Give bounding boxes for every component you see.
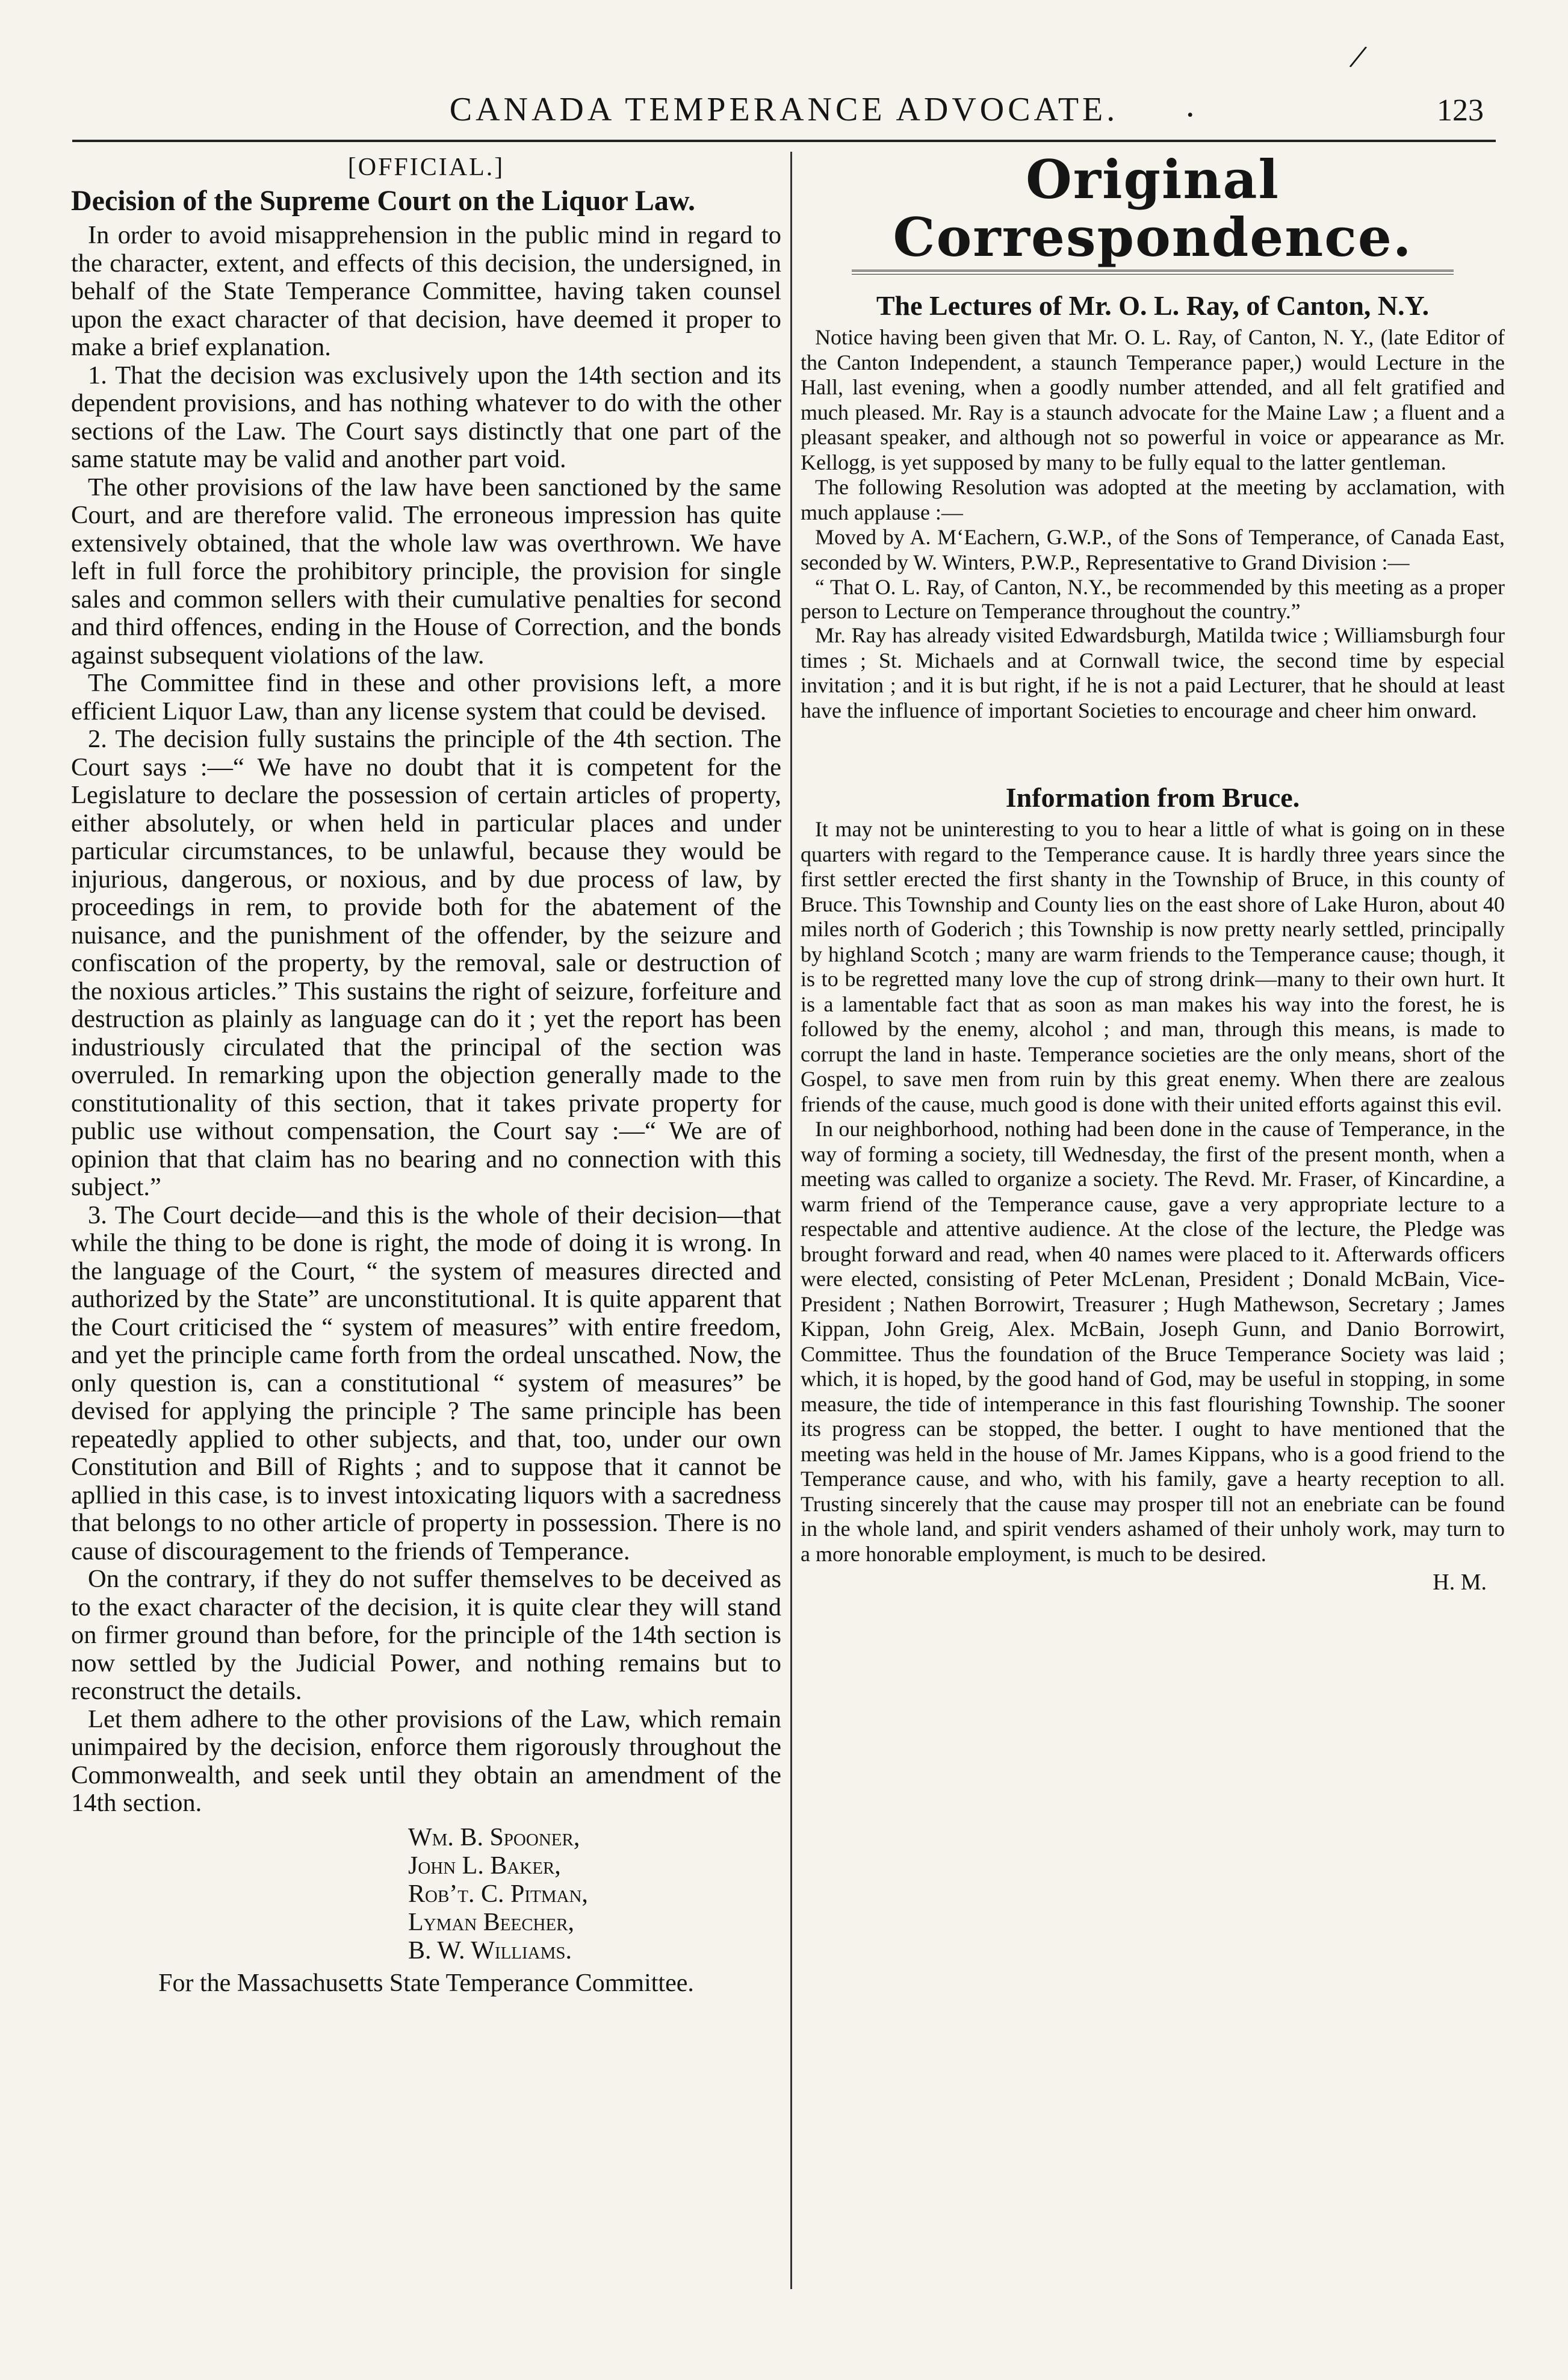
page-header xyxy=(72,36,1496,151)
paragraph: It may not be uninteresting to you to hear a little of what is going on in these quarters with regard to the Temperance cause. It is hardly three years since the first settler erected the first shanty in the Township of Bruce, in this county of Bruce. This Township and County lies on the east shore of Lake Huron, about 40 miles north of Goderich ; this Township is now pretty nearly settled, principally by highland Scotch ; many are warm friends to the Temperance cause; though, it is to be regretted many love the cup of strong drink—many to their own hurt. It is a lamentable fact that as soon as man makes his way into the forest, he is followed by the enemy, alcohol ; and man, through this means, is made to corrupt the land in haste. Temperance societies are the only means, short of the Gospel, to save men from ruin by this great enemy. When there are zealous friends of the cause, much good is done with their united efforts against this evil. xyxy=(801,817,1505,1116)
signer: Lyman Beecher, xyxy=(408,1908,575,1936)
decorative-rule xyxy=(852,270,1454,275)
article-title: Decision of the Supreme Court on the Liquor Law. xyxy=(71,185,695,217)
header-dot: . xyxy=(1186,85,1195,124)
header-rule xyxy=(72,140,1496,142)
resolution-quote: “ That O. L. Ray, of Canton, N.Y., be recommended by this meeting as a proper person to Lecture on Temperance throughout the country.” xyxy=(801,575,1505,623)
paragraph: In order to avoid misapprehension in the public mind in regard to the character, extent, and effects of this decision, the undersigned, in behalf of the State Temperance Committee, having taken counsel upon the exact character of that decision, have deemed it proper to make a brief explanation. xyxy=(71,221,781,361)
signers-list xyxy=(71,1824,781,1965)
signer: Rob’t. C. Pitman, xyxy=(408,1880,588,1908)
section-title: Original Correspondence. xyxy=(893,148,1413,269)
left-column xyxy=(71,151,781,1998)
spacer xyxy=(801,723,1505,778)
paragraph: On the contrary, if they do not suffer themselves to be deceived as to the exact character of the decision, it is quite clear they will stand on firmer ground than before, for the principle of the 14th section is now settled by the Judicial Power, and nothing remains but to reconstruct the details. xyxy=(71,1565,781,1705)
paragraph: 3. The Court decide—and this is the whole of their decision—that while the thing to be done is right, the mode of doing it is wrong. In the language of the Court, “ the system of measures directed and authorized by the State” are unconstitutional. It is quite apparent that the Court criticised the “ system of measures” with entire freedom, and yet the principle came forth from the ordeal unscathed. Now, the only question is, can a constitutional “ system of measures” be devised for applying the principle ? The same principle has been repeatedly applied to other subjects, and that, too, under our own Constitution and Bill of Rights ; and to suppose that it cannot be apllied in this case, is to invest intoxicating liquors with a sacredness that belongs to no other article of property in possession. There is no cause of discouragement to the friends of Temperance. xyxy=(71,1201,781,1565)
paragraph: In our neighborhood, nothing had been done in the cause of Temperance, in the way of forming a society, till Wednesday, the first of the present month, when a meeting was called to organize a society. The Revd. Mr. Fraser, of Kincardine, a warm friend of the Temperance cause, gave a very appropriate lecture to a respectable and attentive audience. At the close of the lecture, the Pledge was brought forward and read, when 40 names were placed to it. Afterwards officers were elected, consisting of Peter McLenan, President ; Donald McBain, Vice-President ; Nathen Borrowirt, Treasurer ; Hugh Mathewson, Secretary ; James Kippan, John Greig, Alex. McBain, Joseph Gunn, and Danio Borrowirt, Committee. Thus the foundation of the Bruce Temperance Society was laid ; which, it is hoped, by the good hand of God, may be useful in stopping, in some measure, the tide of intemperance in this fast flourishing Township. The sooner its progress can be stopped, the better. I ought to have mentioned that the meeting was held in the house of Mr. James Kippans, who is a good friend to the Temperance cause, and who, with his family, gave a hearty reception to all. Trusting sincerely that the cause may prosper till not an enebriate can be found in the whole land, and spirit venders ashamed of their unholy work, may turn to a more honorable employment, is much to be desired. xyxy=(801,1117,1505,1566)
official-label: [OFFICIAL.] xyxy=(347,154,505,181)
pencil-tick-mark: / xyxy=(1346,36,1370,77)
signer: B. W. Williams. xyxy=(408,1936,572,1965)
paragraph: The Committee find in these and other provisions left, a more efficient Liquor Law, than any license system that could be devised. xyxy=(71,669,781,725)
article-title: The Lectures of Mr. O. L. Ray, of Canton, N.Y. xyxy=(876,290,1430,321)
column-divider xyxy=(790,152,792,2289)
paragraph: Moved by A. M‘Eachern, G.W.P., of the Sons of Temperance, of Canada East, seconded by W. Winters, P.W.P., Representative to Grand Division :— xyxy=(801,525,1505,574)
right-column xyxy=(801,148,1505,1595)
paragraph: Mr. Ray has already visited Edwardsburgh, Matilda twice ; Williamsburgh four times ; St. Michaels and at Cornwall twice, the second time by especial invitation ; and it is but right, if he is not a paid Lecturer, that he should at least have the influence of important Societies to encourage and cheer him onward. xyxy=(801,623,1505,722)
paragraph: The following Resolution was adopted at the meeting by acclamation, with much applause :— xyxy=(801,475,1505,524)
page-number: 123 xyxy=(1437,93,1484,128)
signature-initials: H. M. xyxy=(1433,1570,1487,1595)
paragraph: Let them adhere to the other provisions of the Law, which remain unimpaired by the decision, enforce them rigorously throughout the Commonwealth, and seek until they obtain an amendment of the 14th section. xyxy=(71,1704,781,1817)
paragraph: 1. That the decision was exclusively upon the 14th section and its dependent provisions, and has nothing whatever to do with the other sections of the Law. The Court says distinctly that one part of the same statute may be valid and another part void. xyxy=(71,361,781,473)
article-title: Information from Bruce. xyxy=(1005,782,1300,813)
paragraph: 2. The decision fully sustains the principle of the 4th section. The Court says :—“ We have no doubt that it is competent for the Legislature to declare the possession of certain articles of property, either absolutely, or when held in particular places and under particular circumstances, to be unlawful, because they would be injurious, dangerous, or noxious, and by due process of law, by proceedings in rem, to provide both for the abatement of the nuisance, and the punishment of the offender, by the seizure and confiscation of the property, by the removal, sale or destruction of the noxious articles.” This sustains the right of seizure, forfeiture and destruction as plainly as language can do it ; yet the report has been industriously circulated that the principal of the section was overruled. In remarking upon the objection generally made to the constitutionality of this section, that it takes private property for public use without compensation, the Court say :—“ We are of opinion that that claim has no bearing and no connection with this subject.” xyxy=(71,725,781,1201)
signer: Wm. B. Spooner, xyxy=(408,1823,580,1851)
paragraph: Notice having been given that Mr. O. L. Ray, of Canton, N. Y., (late Editor of the Canton Independent, a staunch Temperance paper,) would Lecture in the Hall, last evening, when a goodly number attended, and all felt gratified and much pleased. Mr. Ray is a staunch advocate for the Maine Law ; a fluent and a pleasant speaker, and although not so powerful in voice or appearance as Mr. Kellogg, is yet supposed by many to be fully equal to the latter gentleman. xyxy=(801,325,1505,474)
running-title: CANADA TEMPERANCE ADVOCATE. xyxy=(449,91,1119,128)
paragraph: The other provisions of the law have been sanctioned by the same Court, and are therefore valid. The erroneous impression has quite extensively obtained, that the whole law was overthrown. We have left in full force the prohibitory principle, the provision for single sales and common sellers with their cumulative penalties for second and third offences, ending in the House of Correction, and the bonds against subsequent violations of the law. xyxy=(71,473,781,670)
signer: John L. Baker, xyxy=(408,1851,561,1880)
committee-line: For the Massachusetts State Temperance Committee. xyxy=(158,1969,694,1997)
